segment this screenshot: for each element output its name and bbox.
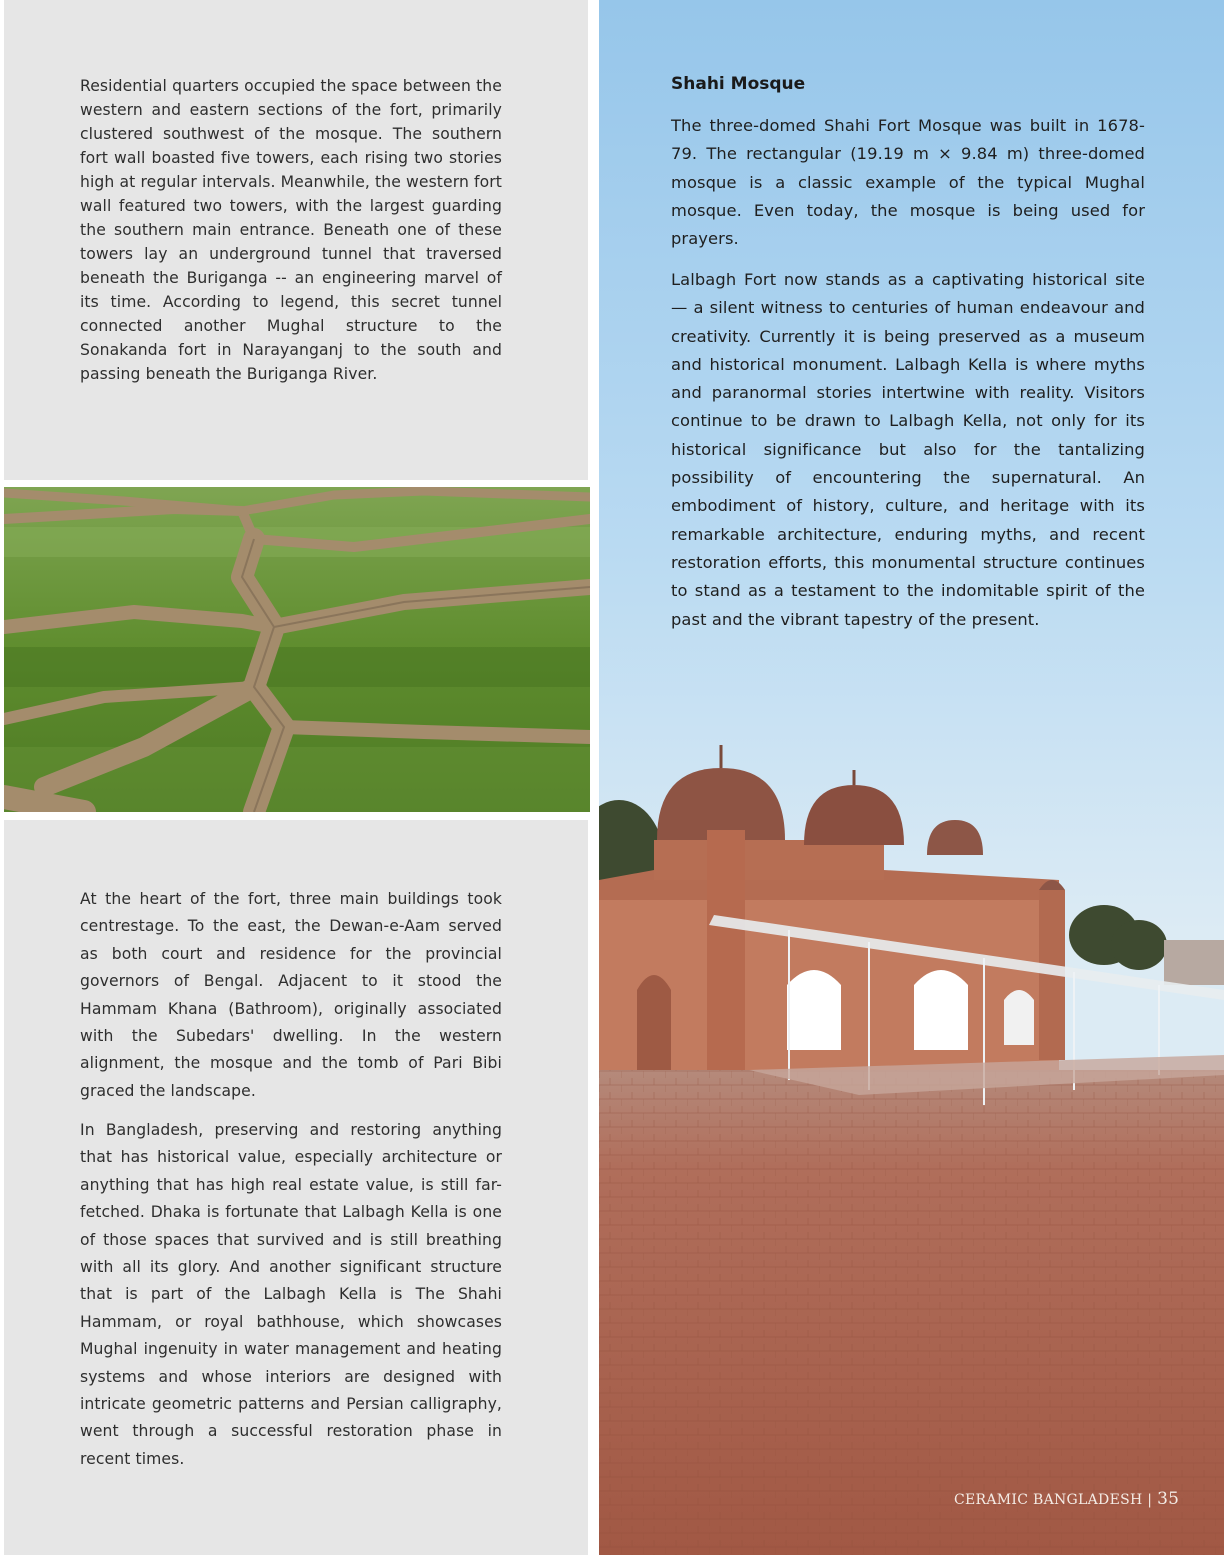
star-foundation-photo — [4, 487, 590, 812]
magazine-name: CERAMIC BANGLADESH — [954, 1492, 1143, 1508]
left-paragraph-3: In Bangladesh, preserving and restoring anything that has historical value, especially architecture or anything that has high real estate value, is still far-fetched. Dhaka is fortunate that Lalbagh Kella is one of those spaces that survived and is still breathing with all its glory. And another significant structure that is part of the Lalbagh Kella is The Shahi Hammam, or royal bathhouse, which showcases Mughal ingenuity in water management and heating systems and whose interiors are designed with intricate geometric patterns and Persian calligraphy, went through a successful restoration phase in recent times. — [80, 1121, 502, 1468]
left-paragraph-1: Residential quarters occupied the space between the western and eastern sections of the fort, primarily clustered southwest of the mosque. The southern fort wall boasted five towers, each rising two stories high at regular intervals. Meanwhile, the western fort wall featured two towers, with the largest guarding the southern main entrance. Beneath one of these towers lay an underground tunnel that traversed beneath the Buriganga -- an engineering marvel of its time. According to legend, this secret tunnel connected another Mughal structure to the Sonakanda fort in Narayanganj to the south and passing beneath the Buriganga River. — [80, 77, 502, 383]
right-paragraph-1: The three-domed Shahi Fort Mosque was built in 1678-79. The rectangular (19.19 m × 9.84 m) three-domed mosque is a classic example of the typical Mughal mosque. Even today, the mosque is being used for prayers. — [671, 116, 1145, 249]
left-paragraph-2: At the heart of the fort, three main buildings took centrestage. To the east, the Dewan-e-Aam served as both court and residence for the provincial governors of Bengal. Adjacent to it stood the Hammam Khana (Bathroom), originally associated with the Subedars' dwelling. In the western alignment, the mosque and the tomb of Pari Bibi graced the landscape. — [80, 890, 502, 1100]
footer-separator: | — [1147, 1492, 1153, 1508]
page-footer — [954, 1489, 1179, 1509]
grass-image — [4, 487, 590, 812]
shahi-mosque-heading: Shahi Mosque — [671, 74, 806, 94]
page-number: 35 — [1157, 1489, 1180, 1509]
right-paragraph-2: Lalbagh Fort now stands as a captivating historical site — a silent witness to centuries of human endeavour and creativity. Currently it is being preserved as a museum and historical monument. Lalbagh Kella is where myths and paranormal stories intertwine with reality. Visitors continue to be drawn to Lalbagh Kella, not only for its historical significance but also for the tantalizing possibility of encountering the supernatural. An embodiment of history, culture, and heritage with its remarkable architecture, enduring myths, and recent restoration efforts, this monumental structure continues to stand as a testament to the indomitable spirit of the past and the vibrant tapestry of the present. — [671, 270, 1145, 629]
